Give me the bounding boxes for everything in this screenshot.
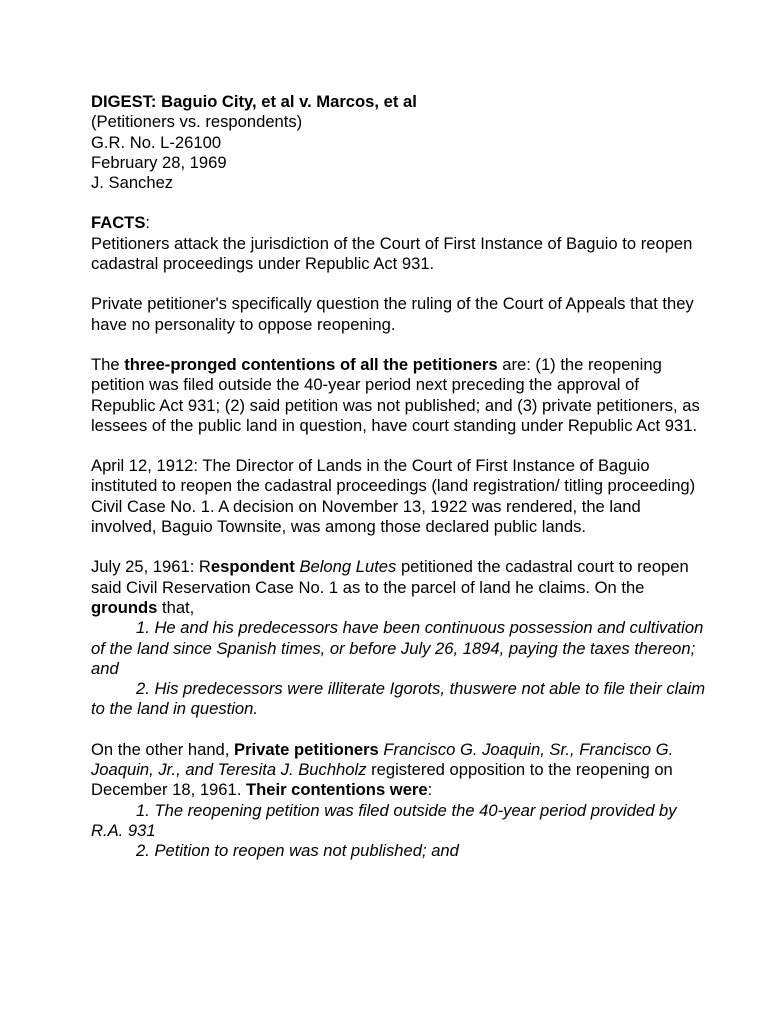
digest-label: DIGEST: (91, 92, 157, 111)
spacer (91, 274, 708, 294)
decision-date: February 28, 1969 (91, 152, 227, 172)
contentions-emphasis: three-pronged contentions of all the petitioners (124, 354, 498, 374)
facts-paragraph-4: April 12, 1912: The Director of Lands in the Court of First Instance of Baguio instituted to reopen the cadastral proceedings (land registration/ titling proceeding) Civil Case No. 1. A decision on November 13, 1922 was rendered, the land involved, Baguio Townsite, was among those declared public lands. (91, 456, 696, 537)
ground-item-1: 1. He and his predecessors have been continuous possession and cultivation of the land since Spanish times, or before July 26, 1894, paying the taxes thereon; and (91, 618, 704, 678)
contention-item-1: 1. The reopening petition was filed outside the 40-year period provided by R.A. 931 (91, 800, 677, 840)
spacer (91, 720, 708, 740)
ground-item-2: 2. His predecessors were illiterate Igorots, thuswere not able to file their claim to the land in question. (91, 679, 706, 719)
case-title-line (91, 92, 708, 112)
facts-paragraph-1: Petitioners attack the jurisdiction of the Court of First Instance of Baguio to reopen cadastral proceedings under Republic Act 931. (91, 233, 693, 274)
spacer (91, 436, 708, 456)
gr-number: G.R. No. L-26100 (91, 132, 222, 152)
facts-paragraph-2: Private petitioner's specifically question the ruling of the Court of Appeals that they have no personality to oppose reopening. (91, 294, 694, 334)
facts-paragraph-6: On the other hand, Private petitioners Francisco G. Joaquin, Sr., Francisco G. Joaquin, Jr., and Teresita J. Buchholz registered opposition to the reopening on December 18, 1961. Their contentions were: (91, 739, 674, 800)
facts-paragraph-3: The three-pronged contentions of all the petitioners are: (1) the reopening petition was filed outside the 40-year period next preceding the approval of Republic Act 931; (2) said petition was not published; and (3) private petitioners, as lessees of the public land in question, have court standing under Republic Act 931. (91, 354, 700, 435)
spacer (91, 537, 708, 557)
facts-paragraph-5: July 25, 1961: Respondent Belong Lutes petitioned the cadastral court to reopen said Civil Reservation Case No. 1 as to the parcel of land he claims. On the grounds that, (91, 557, 689, 617)
case-title: Baguio City, et al v. Marcos, et al (161, 92, 417, 111)
facts-heading: FACTS: (91, 213, 151, 233)
private-petitioner-names: Francisco G. Joaquin, Sr., Francisco G. Joaquin, Jr., and Teresita J. Buchholz (91, 739, 674, 780)
spacer (91, 193, 708, 213)
spacer (91, 335, 708, 355)
ponente: J. Sanchez (91, 173, 174, 193)
parties-line: (Petitioners vs. respondents) (91, 112, 303, 132)
respondent-name: Belong Lutes (299, 557, 397, 577)
contention-item-2: 2. Petition to reopen was not published; and (136, 841, 459, 861)
